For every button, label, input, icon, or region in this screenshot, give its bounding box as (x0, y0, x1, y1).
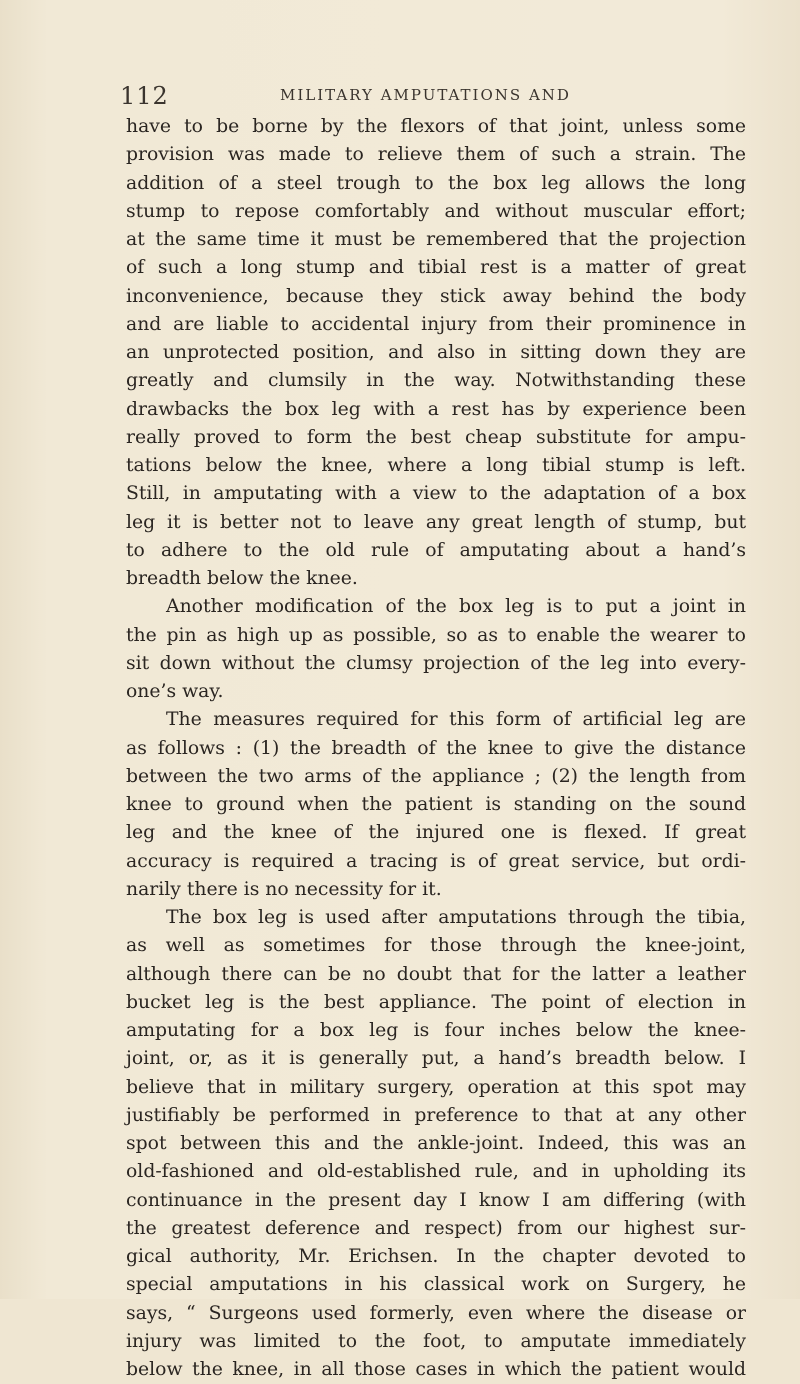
text-line: believe that in military surgery, operation at this spot may (126, 1076, 746, 1098)
text-line: continuance in the present day I know I am differing (with (126, 1189, 746, 1211)
text-line: an unprotected position, and also in sitting down they are (126, 342, 746, 363)
text-line: to adhere to the old rule of amputating about a hand’s (126, 539, 746, 561)
text-line: addition of a steel trough to the box leg allows the long (126, 172, 746, 194)
text-line: as follows : (1) the breadth of the knee to give the distance (126, 737, 746, 759)
text-line: stump to repose comfortably and without muscular effort; (126, 200, 746, 222)
text-line: injury was limited to the foot, to amputate immediately (126, 1330, 746, 1352)
text-line: have to be borne by the flexors of that joint, unless some (126, 116, 746, 137)
text-line: narily there is no necessity for it. (126, 878, 442, 900)
body-text (126, 113, 746, 1384)
text-line: special amputations in his classical work on Surgery, he (126, 1274, 746, 1296)
text-line: The measures required for this form of artificial leg are (166, 709, 746, 731)
text-line: between the two arms of the appliance ; (2) the length from (126, 765, 746, 787)
text-line: bucket leg is the best appliance. The point of election in (126, 991, 746, 1013)
text-line: leg and the knee of the injured one is flexed. If great (126, 822, 746, 844)
text-line: greatly and clumsily in the way. Notwithstanding these (126, 370, 746, 392)
text-line: at the same time it must be remembered that the projection (126, 229, 746, 250)
page-number: 112 (120, 82, 169, 110)
text-line: provision was made to relieve them of such a strain. The (126, 144, 746, 166)
text-line: tations below the knee, where a long tibial stump is left. (126, 455, 746, 476)
text-line: the greatest deference and respect) from our highest sur- (126, 1217, 746, 1239)
text-line: Another modification of the box leg is to put a joint in (166, 596, 746, 618)
text-line: really proved to form the best cheap substitute for ampu- (126, 426, 746, 448)
text-line: The box leg is used after amputations through the tibia, (166, 907, 746, 928)
text-line: of such a long stump and tibial rest is a matter of great (126, 257, 746, 279)
text-line: below the knee, in all those cases in which the patient would (126, 1359, 746, 1380)
text-line: gical authority, Mr. Erichsen. In the chapter devoted to (126, 1246, 746, 1267)
text-line: spot between this and the ankle-joint. Indeed, this was an (126, 1133, 746, 1154)
text-line: knee to ground when the patient is standing on the sound (126, 794, 746, 815)
text-line: joint, or, as it is generally put, a hand’s breadth below. I (126, 1048, 746, 1070)
text-line: the pin as high up as possible, so as to enable the wearer to (126, 624, 746, 646)
text-line: old-fashioned and old-established rule, and in upholding its (126, 1161, 746, 1183)
text-line: sit down without the clumsy projection of the leg into every- (126, 652, 746, 674)
text-line: and are liable to accidental injury from their prominence in (126, 313, 746, 335)
page-header (120, 82, 740, 112)
text-line: inconvenience, because they stick away behind the body (126, 285, 746, 307)
text-line: amputating for a box leg is four inches below the knee- (126, 1020, 746, 1041)
running-head: MILITARY AMPUTATIONS AND (280, 86, 571, 104)
text-line: although there can be no doubt that for the latter a leather (126, 963, 746, 985)
text-line: accuracy is required a tracing is of great service, but ordi- (126, 850, 746, 872)
text-line: as well as sometimes for those through the knee-joint, (126, 935, 746, 957)
text-line: breadth below the knee. (126, 568, 358, 589)
text-line: Still, in amputating with a view to the adaptation of a box (126, 483, 746, 505)
text-line: leg it is better not to leave any great length of stump, but (126, 511, 746, 533)
text-line: drawbacks the box leg with a rest has by experience been (126, 398, 746, 420)
text-line: justifiably be performed in preference to that at any other (126, 1104, 746, 1126)
text-line: says, “ Surgeons used formerly, even where the disease or (126, 1302, 746, 1324)
text-line: one’s way. (126, 681, 224, 702)
